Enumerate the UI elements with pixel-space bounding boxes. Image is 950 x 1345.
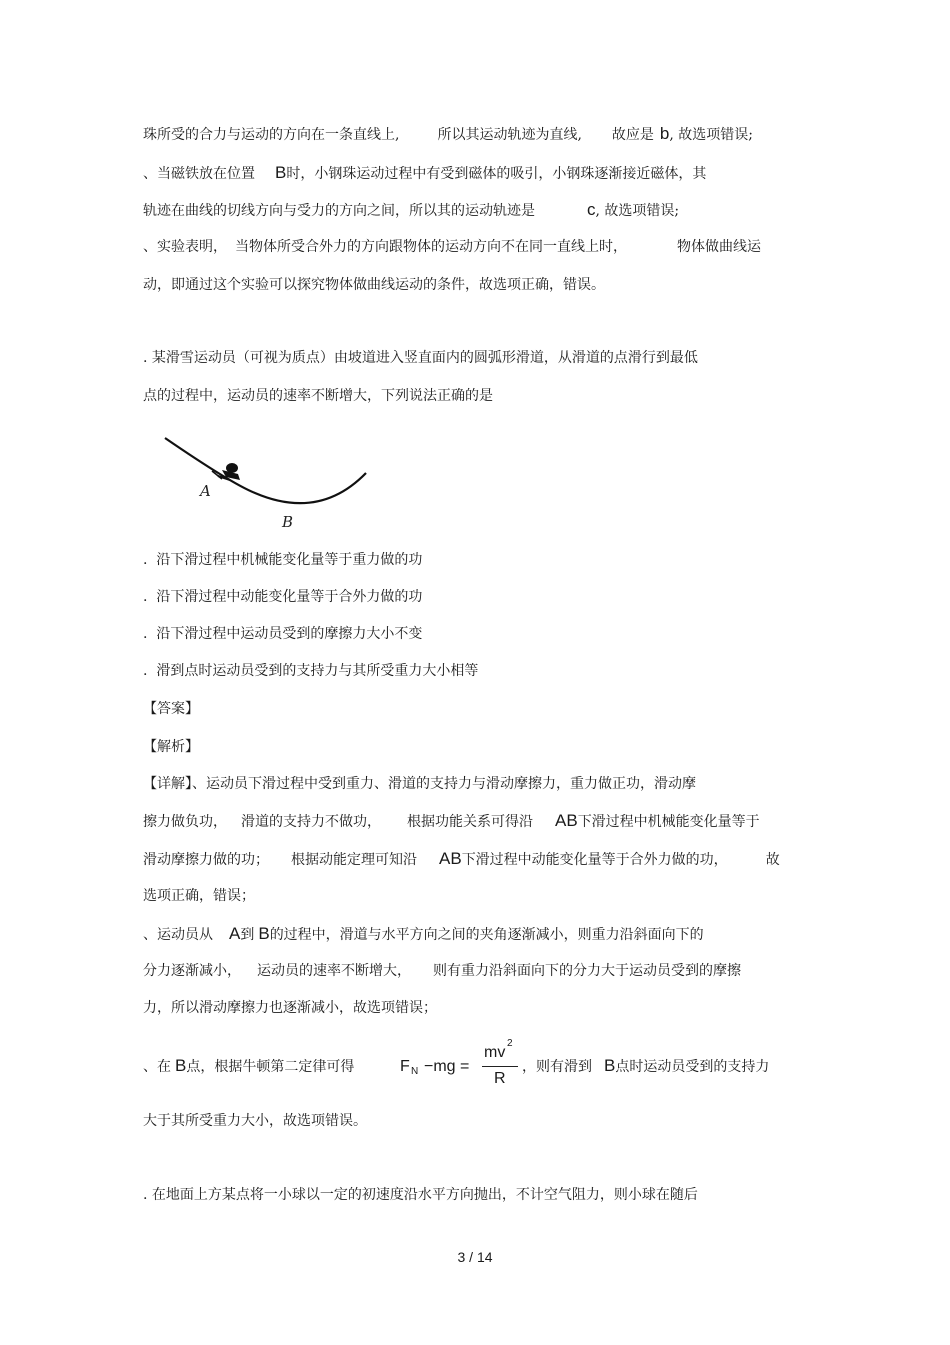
- text-span: 则有重力沿斜面向下的分力大于运动员受到的摩擦: [433, 963, 741, 979]
- text-span: 滑道的支持力不做功，: [241, 814, 381, 830]
- text-span: 物体做曲线运: [677, 239, 761, 255]
- text-span: 下滑过程中机械能变化量等于: [577, 814, 760, 830]
- detail-line: [143, 1056, 354, 1077]
- option-d: . 滑到点时运动员受到的支持力与其所受重力大小相等: [143, 663, 479, 679]
- option-c: . 沿下滑过程中运动员受到的摩擦力大小不变: [143, 626, 423, 642]
- text-span: 到: [240, 927, 255, 943]
- text-span: , 故选项错误;: [669, 127, 753, 143]
- text-span: 点时运动员受到的支持力: [615, 1059, 770, 1075]
- detail-line: 【详解】、运动员下滑过程中受到重力、滑道的支持力与滑动摩擦力，重力做正功，滑动摩: [143, 776, 696, 792]
- text-span: , 故选项错误;: [595, 203, 680, 219]
- text-span: 分力逐渐减小，: [143, 963, 241, 979]
- eq-force: F: [400, 1058, 410, 1075]
- text-line: [143, 237, 761, 257]
- text-span: 擦力做负功，: [143, 814, 227, 830]
- detail-line: [143, 849, 780, 870]
- point-a-label: A: [200, 482, 211, 500]
- question-stem: . 某滑雪运动员（可视为质点）由坡道进入竖直面内的圆弧形滑道，从滑道的点滑行到最低: [143, 350, 698, 366]
- detail-line: 力，所以滑动摩擦力也逐渐减小，故选项错误；: [143, 1000, 437, 1016]
- text-span: 根据功能关系可得沿: [407, 814, 533, 830]
- text-span: 故: [765, 852, 780, 868]
- detail-line: 选项正确，错误；: [143, 888, 255, 904]
- text-span: 、实验表明，: [143, 239, 227, 255]
- text-span: 当物体所受合外力的方向跟物体的运动方向不在同一直线上时，: [235, 239, 627, 255]
- circular-track: [165, 438, 366, 503]
- text-span: 轨迹在曲线的切线方向与受力的方向之间，所以其的运动轨迹是: [143, 203, 535, 219]
- ski-track-figure: [160, 430, 380, 535]
- point-label: B: [175, 1056, 187, 1075]
- text-span: 下滑过程中动能变化量等于合外力做的功，: [461, 852, 728, 868]
- detail-line: 大于其所受重力大小，故选项错误。: [143, 1113, 367, 1129]
- eq-exponent: 2: [507, 1038, 513, 1049]
- analysis-heading: 【解析】: [143, 739, 199, 755]
- text-span: 滑动摩擦力做的功；: [143, 852, 269, 868]
- fraction-bar: [482, 1066, 518, 1067]
- text-span: 、当磁铁放在位置: [143, 166, 255, 182]
- text-span: 点，根据牛顿第二定律可得: [186, 1059, 355, 1075]
- detail-line: [143, 811, 760, 832]
- detail-line: [143, 961, 741, 981]
- text-span: 的过程中，滑道与水平方向之间的夹角逐渐减小，则重力沿斜面向下的: [269, 927, 704, 943]
- text-span: 时，小钢珠运动过程中有受到磁体的吸引，小钢珠逐渐接近磁体，其: [286, 166, 707, 182]
- text-span: ，则有滑到: [522, 1059, 592, 1075]
- text-line: [143, 124, 753, 145]
- text-span: 所以其运动轨迹为直线,: [437, 127, 582, 143]
- text-line: [143, 163, 706, 184]
- text-span: 故应是: [611, 127, 654, 143]
- segment-label: AB: [439, 849, 462, 868]
- point-label: B: [604, 1056, 616, 1075]
- newton-equation: [398, 1040, 523, 1092]
- text-line: [143, 200, 679, 221]
- position-label: B: [275, 163, 287, 182]
- text-span: 根据动能定理可知沿: [291, 852, 417, 868]
- detail-line: [522, 1056, 769, 1077]
- text-span: 、在: [143, 1059, 171, 1075]
- option-letter: c: [587, 200, 596, 219]
- option-a: . 沿下滑过程中机械能变化量等于重力做的功: [143, 552, 423, 568]
- detail-line: [143, 924, 704, 945]
- text-span: 运动员的速率不断增大，: [257, 963, 411, 979]
- question-stem: 点的过程中，运动员的速率不断增大，下列说法正确的是: [143, 388, 493, 404]
- eq-subscript: N: [411, 1066, 419, 1077]
- eq-denominator: R: [494, 1070, 506, 1087]
- answer-heading: 【答案】: [143, 701, 199, 717]
- point-label: B: [258, 924, 270, 943]
- point-b-label: B: [282, 513, 294, 531]
- page-number: 3 / 14: [457, 1249, 493, 1265]
- text-span: 、运动员从: [143, 927, 213, 943]
- option-letter: b: [659, 124, 670, 143]
- option-b: . 沿下滑过程中动能变化量等于合外力做的功: [143, 589, 423, 605]
- eq-lhs: −mg =: [424, 1058, 470, 1075]
- eq-numerator: mv: [484, 1044, 506, 1061]
- segment-label: AB: [555, 811, 578, 830]
- text-line: 动，即通过这个实验可以探究物体做曲线运动的条件，故选项正确，错误。: [143, 277, 605, 293]
- question-stem: . 在地面上方某点将一小球以一定的初速度沿水平方向抛出，不计空气阻力，则小球在随后: [143, 1187, 698, 1203]
- text-span: 珠所受的合力与运动的方向在一条直线上,: [143, 127, 400, 143]
- point-label: A: [229, 924, 241, 943]
